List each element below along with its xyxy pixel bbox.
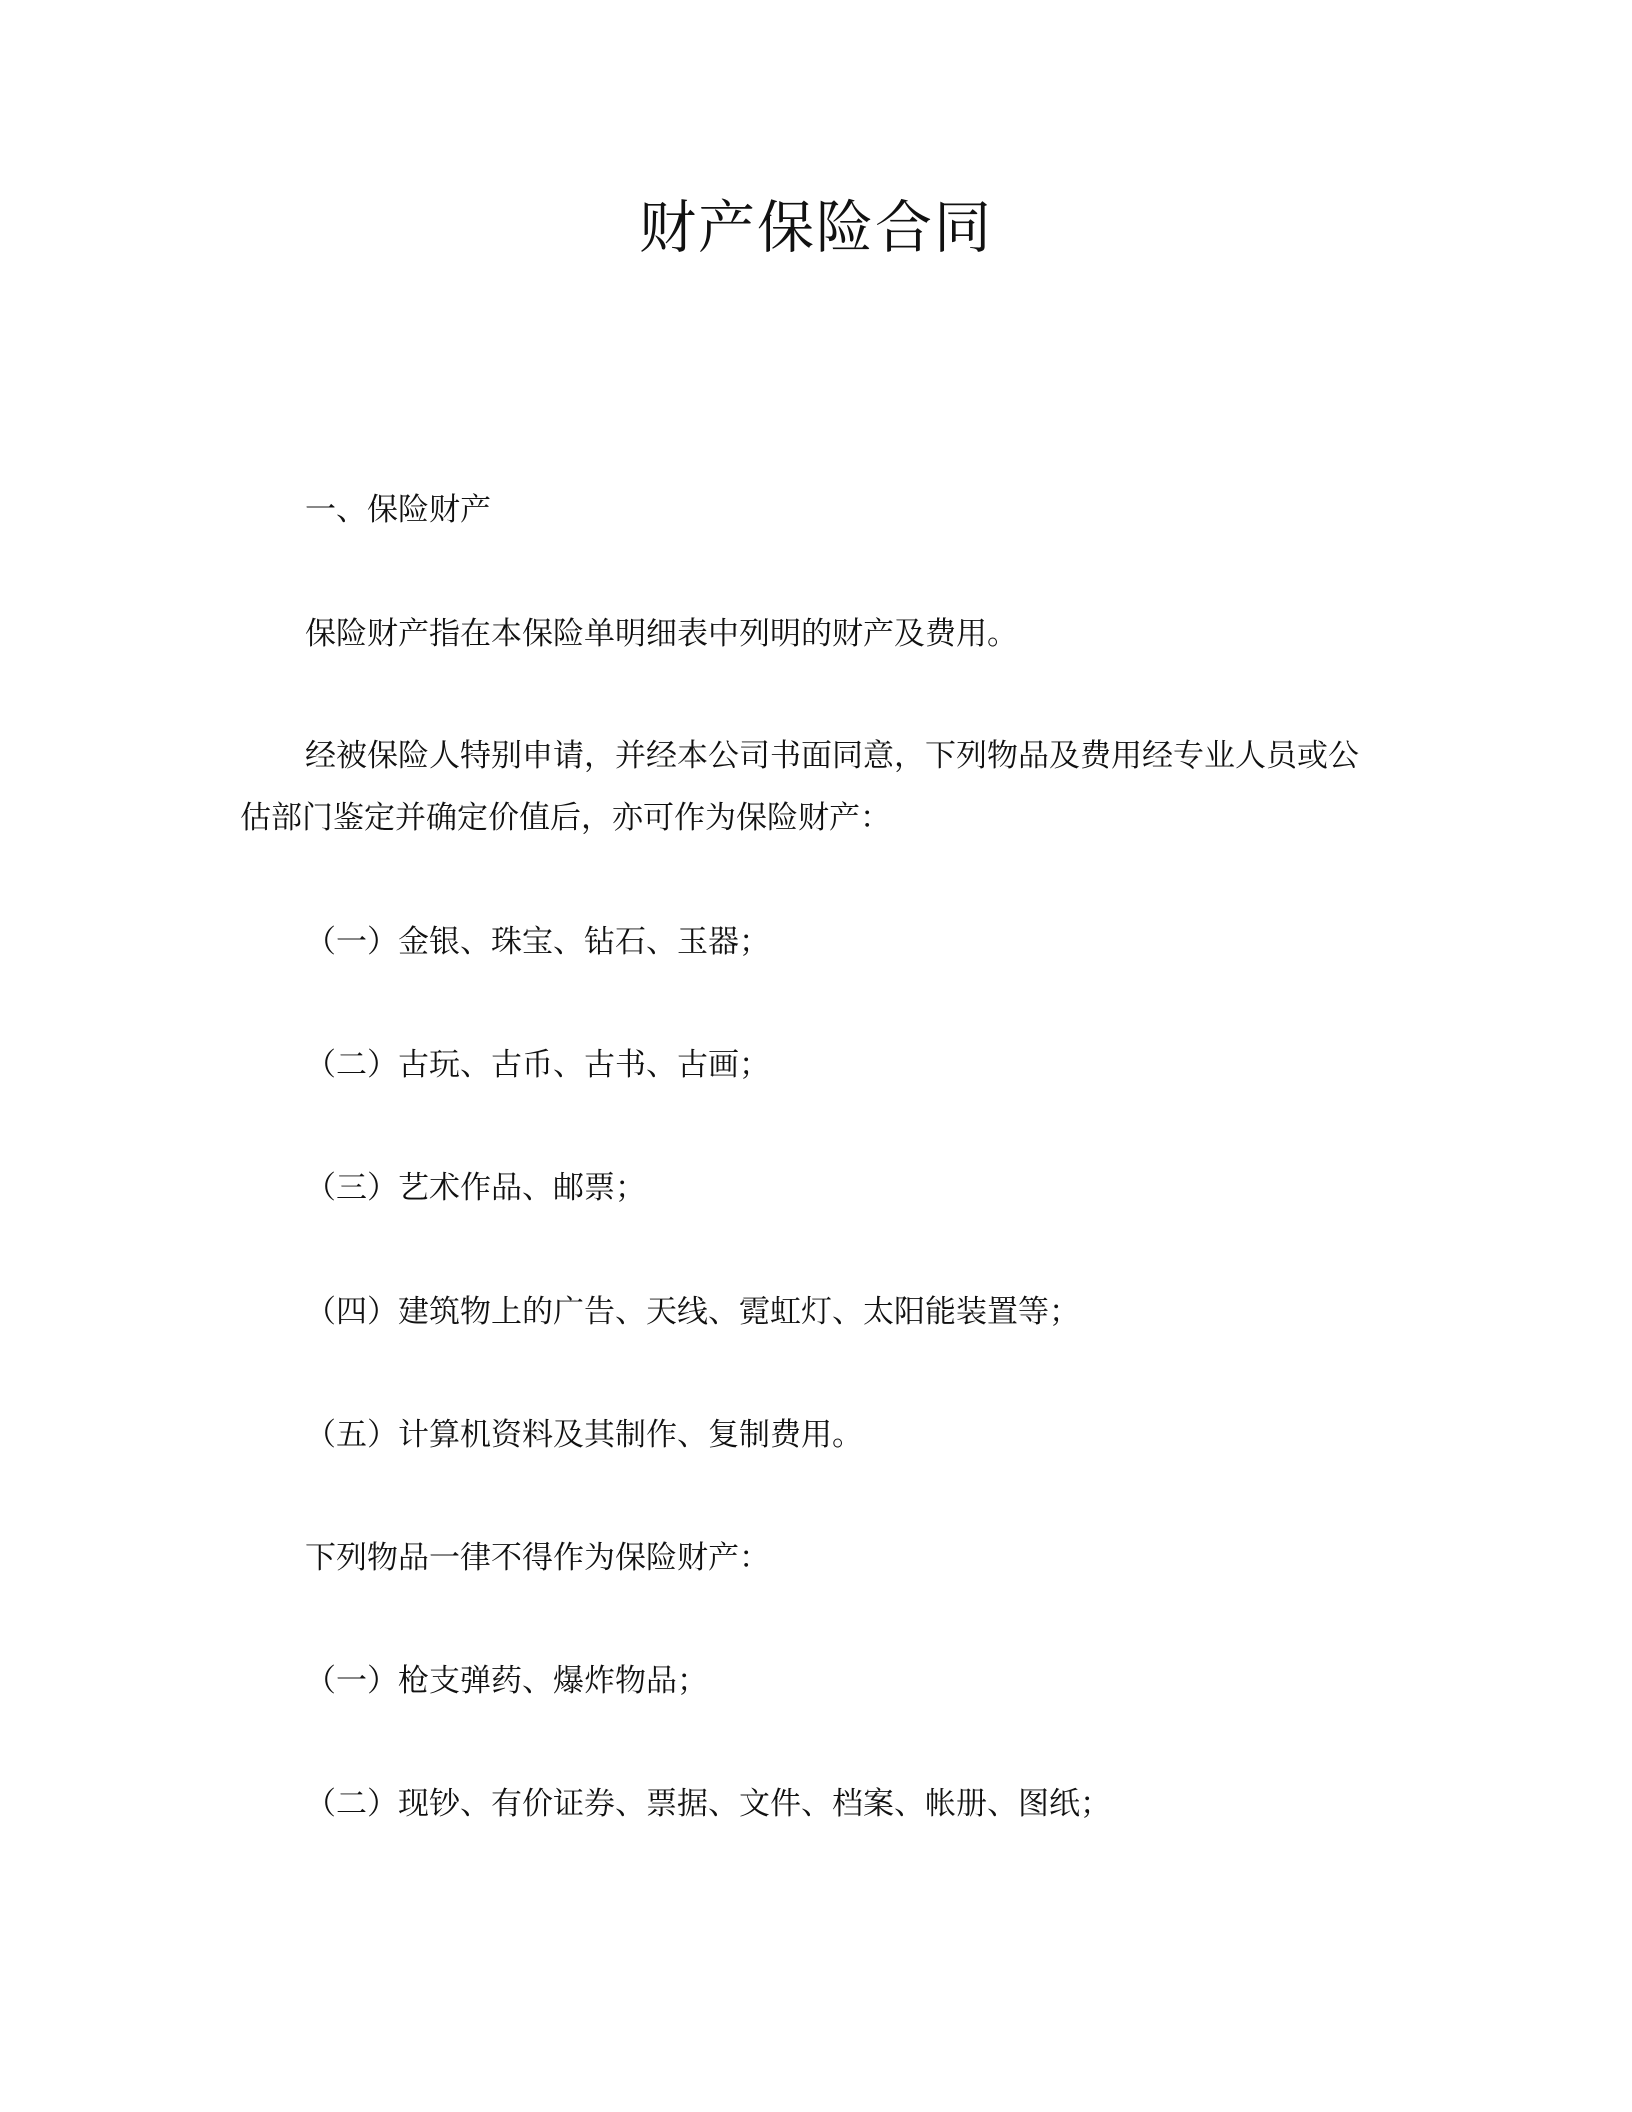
- list-item-special-4: （四）建筑物上的广告、天线、霓虹灯、太阳能装置等；: [305, 1294, 1080, 1330]
- document-title: 财产保险合同: [639, 195, 993, 261]
- paragraph-excluded: 下列物品一律不得作为保险财产：: [305, 1540, 770, 1576]
- list-item-special-2: （二）古玩、古币、古书、古画；: [305, 1047, 770, 1083]
- paragraph-definition: 保险财产指在本保险单明细表中列明的财产及费用。: [305, 616, 1018, 652]
- list-item-special-1: （一）金银、珠宝、钻石、玉器；: [305, 924, 770, 960]
- list-item-special-3: （三）艺术作品、邮票；: [305, 1170, 646, 1206]
- list-item-excluded-2: （二）现钞、有价证券、票据、文件、档案、帐册、图纸；: [305, 1786, 1111, 1822]
- paragraph-special-line-1: 经被保险人特别申请，并经本公司书面同意，下列物品及费用经专业人员或公: [305, 738, 1359, 774]
- list-item-special-5: （五）计算机资料及其制作、复制费用。: [305, 1417, 863, 1453]
- section-heading: 一、保险财产: [305, 492, 491, 528]
- paragraph-special-line-2: 估部门鉴定并确定价值后，亦可作为保险财产：: [240, 800, 891, 836]
- list-item-excluded-1: （一）枪支弹药、爆炸物品；: [305, 1663, 708, 1699]
